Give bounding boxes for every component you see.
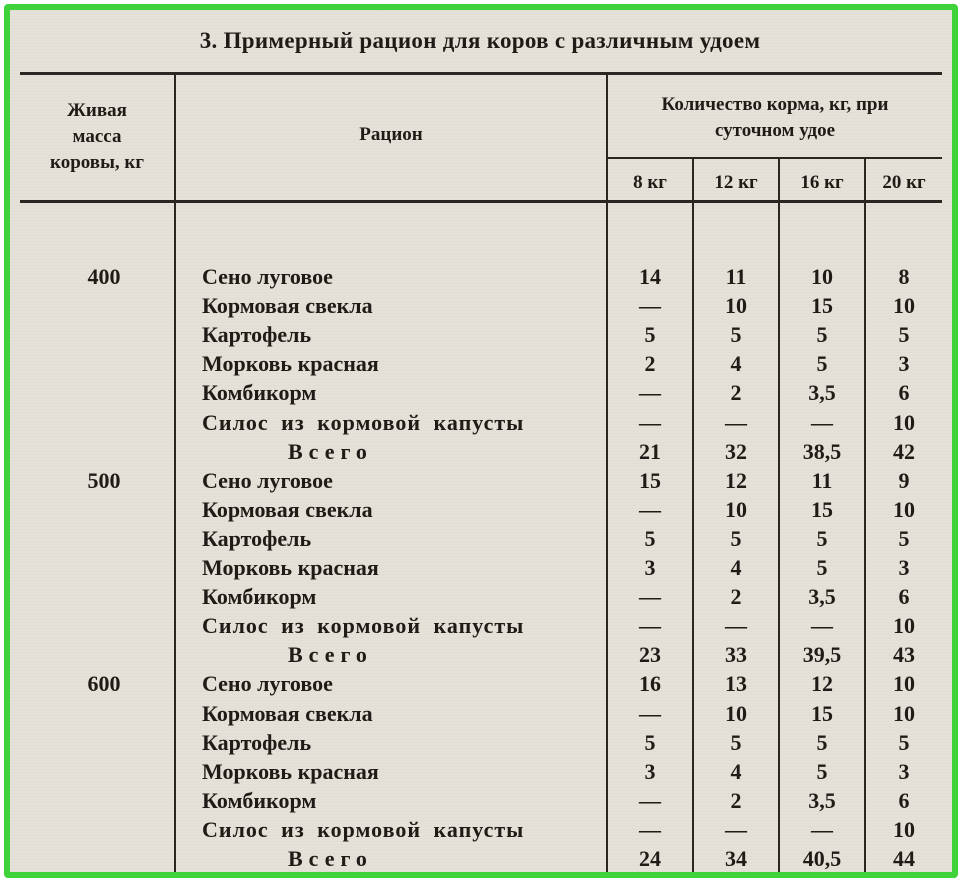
ration-item: Комбикорм: [202, 787, 317, 813]
amount-cell: —: [725, 409, 747, 435]
amount-cell: 6: [898, 787, 910, 813]
amount-cell: —: [639, 409, 661, 435]
ration-header: Рацион: [359, 124, 423, 145]
amount-cell: —: [639, 613, 661, 639]
amount-cell: 10: [893, 613, 915, 639]
quantity-header-line1: Количество корма, кг, при: [661, 94, 889, 115]
amount-cell: 39,5: [802, 642, 842, 668]
amount-cell: —: [725, 613, 747, 639]
amount-cell: —: [811, 613, 833, 639]
amount-cell: 14: [639, 264, 661, 289]
amount-cell: 11: [725, 264, 747, 289]
amount-cell: 5: [816, 351, 828, 377]
amount-cell: 5: [816, 525, 828, 551]
ration-item: Картофель: [202, 729, 312, 755]
amount-cell: 5: [816, 729, 828, 755]
amount-cell: 3: [644, 758, 656, 784]
amount-cell: 9: [898, 467, 910, 493]
ration-item: Силос из кормовой капусты: [202, 409, 525, 435]
amount-cell: 12: [811, 671, 833, 697]
amount-cell: 5: [730, 525, 742, 551]
amount-cell: 33: [725, 642, 747, 668]
amount-cell: 3,5: [808, 584, 836, 610]
mass-header: [20, 98, 174, 176]
amount-cell: 8: [898, 264, 910, 289]
amount-cell: 5: [816, 322, 828, 348]
amount-cell: 3,5: [808, 787, 836, 813]
amount-cell: 2: [730, 584, 742, 610]
amount-cell: 5: [644, 322, 656, 348]
table-title: 3. Примерный рацион для коров с различным удоем: [199, 28, 761, 53]
amount-cell: 44: [893, 846, 915, 871]
amount-cell: 6: [898, 584, 910, 610]
amount-cell: 4: [730, 555, 742, 580]
amount-cell: 5: [644, 729, 656, 755]
ration-item: Кормовая свекла: [202, 496, 373, 522]
amount-cell: 42: [893, 438, 915, 464]
amount-cell: 5: [898, 322, 910, 348]
amount-cell: 10: [893, 816, 915, 842]
amount-cell: 5: [816, 555, 828, 580]
amount-cell: 3,5: [808, 380, 836, 406]
ration-item: Морковь красная: [202, 758, 379, 784]
amount-cell: 10: [893, 496, 915, 522]
amount-cell: 23: [639, 642, 661, 668]
amount-cell: 10: [725, 293, 747, 319]
ration-item: Сено луговое: [202, 264, 333, 289]
amount-cell: —: [639, 700, 661, 726]
quantity-header: [608, 92, 942, 144]
amount-cell: 5: [730, 729, 742, 755]
amount-cell: —: [639, 787, 661, 813]
amount-cell: 24: [639, 846, 661, 871]
amount-cell: 13: [725, 671, 747, 697]
yield-header-12: 12 кг: [714, 172, 758, 193]
amount-cell: 10: [893, 409, 915, 435]
amount-cell: 10: [893, 293, 915, 319]
green-frame: [4, 4, 958, 878]
total-label: Всего: [288, 846, 373, 871]
amount-cell: —: [639, 816, 661, 842]
amount-cell: 10: [811, 264, 833, 289]
ration-item: Картофель: [202, 322, 312, 348]
amount-cell: 38,5: [802, 438, 842, 464]
amount-cell: 10: [893, 700, 915, 726]
amount-cell: 11: [811, 467, 833, 493]
amount-cell: 2: [644, 351, 656, 377]
ration-item: Силос из кормовой капусты: [202, 613, 525, 639]
amount-cell: 5: [898, 729, 910, 755]
amount-cell: 16: [639, 671, 661, 697]
ration-item: Комбикорм: [202, 584, 317, 610]
amount-cell: 15: [811, 496, 833, 522]
ration-item: Кормовая свекла: [202, 293, 373, 319]
amount-cell: 5: [816, 758, 828, 784]
amount-cell: 5: [644, 525, 656, 551]
amount-cell: —: [639, 293, 661, 319]
amount-cell: 6: [898, 380, 910, 406]
amount-cell: —: [811, 816, 833, 842]
amount-cell: 2: [730, 380, 742, 406]
amount-cell: 10: [725, 496, 747, 522]
amount-cell: 5: [730, 322, 742, 348]
amount-cell: 3: [898, 351, 910, 377]
ration-item: Сено луговое: [202, 671, 333, 697]
header-bottom-rule: [20, 200, 942, 203]
amount-cell: 5: [898, 525, 910, 551]
amount-cell: 4: [730, 351, 742, 377]
amount-cell: 40,5: [802, 846, 842, 871]
yield-header-16: 16 кг: [800, 172, 844, 193]
amount-cell: 34: [725, 846, 747, 871]
amount-cell: 4: [730, 758, 742, 784]
amount-cell: 12: [725, 467, 747, 493]
document-page: [10, 10, 952, 872]
amount-cell: 32: [725, 438, 747, 464]
ration-item: Силос из кормовой капусты: [202, 816, 525, 842]
mass-header-line3: коровы, кг: [50, 152, 144, 173]
amount-cell: 3: [898, 758, 910, 784]
amount-cell: 43: [893, 642, 915, 668]
ration-item: Картофель: [202, 525, 312, 551]
mass-header-line1: Живая: [67, 100, 127, 121]
mass-value: 600: [87, 671, 121, 697]
mass-value: 400: [87, 264, 121, 289]
ration-item: Морковь красная: [202, 555, 379, 580]
amount-cell: 15: [811, 700, 833, 726]
top-rule: [20, 72, 942, 75]
amount-cell: 3: [898, 555, 910, 580]
quantity-header-line2: суточном удое: [714, 120, 836, 141]
ration-item: Кормовая свекла: [202, 700, 373, 726]
amount-cell: 15: [639, 467, 661, 493]
amount-cell: —: [639, 380, 661, 406]
amount-cell: 15: [811, 293, 833, 319]
ration-item: Сено луговое: [202, 467, 333, 493]
mass-header-line2: масса: [72, 126, 122, 147]
amount-cell: 21: [639, 438, 661, 464]
yield-rule: [608, 157, 942, 159]
yield-header-20: 20 кг: [882, 172, 926, 193]
yield-header-8: 8 кг: [633, 172, 667, 193]
amount-cell: —: [639, 584, 661, 610]
ration-item: Морковь красная: [202, 351, 379, 377]
mass-value: 500: [87, 467, 121, 493]
amount-cell: 2: [730, 787, 742, 813]
amount-cell: —: [811, 409, 833, 435]
total-label: Всего: [288, 438, 373, 464]
total-label: Всего: [288, 642, 373, 668]
amount-cell: 3: [644, 555, 656, 580]
amount-cell: 10: [893, 671, 915, 697]
amount-cell: 10: [725, 700, 747, 726]
amount-cell: —: [639, 496, 661, 522]
ration-item: Комбикорм: [202, 380, 317, 406]
amount-cell: —: [725, 816, 747, 842]
